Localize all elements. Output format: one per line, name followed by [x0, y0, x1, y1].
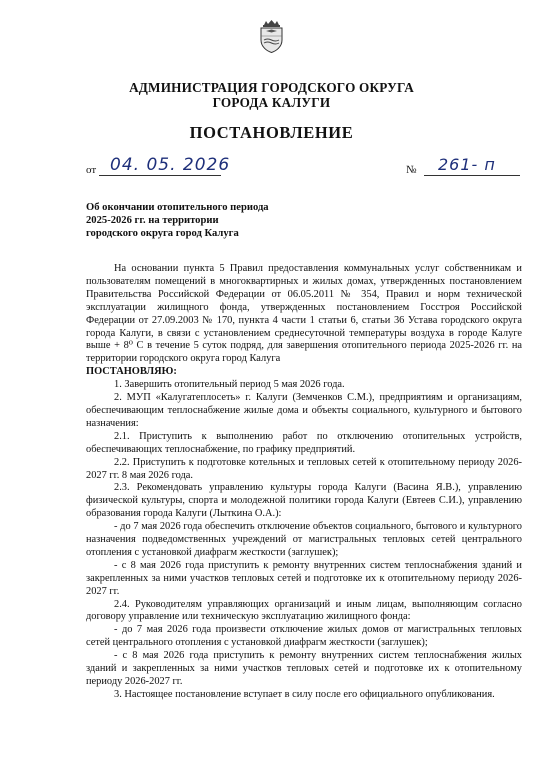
- body-paragraph: - с 8 мая 2026 года приступить к ремонту внутренних систем теплоснабжения жилых зданий и закрепленных за ними участков тепловых сетей и подготовке их к отопительному периоду 2026-2027 гг.: [86, 650, 522, 687]
- handwritten-date: 04. 05. 2026: [110, 155, 231, 175]
- body-paragraph: - до 7 мая 2026 года обеспечить отключение объектов социального, бытового и культурного назначения подведомственных учреждений от магистральных тепловых сетей центрального отопления с установкой диафрагм жесткости (заглушек);: [86, 521, 522, 558]
- org-name-line2: ГОРОДА КАЛУГИ: [212, 95, 331, 110]
- handwritten-number: 261- п: [438, 155, 496, 174]
- number-label: №: [406, 164, 417, 176]
- document-type-title: ПОСТАНОВЛЕНИЕ: [189, 123, 354, 142]
- body-paragraph: 2.1. Приступить к выполнению работ по отключению отопительных устройств, обеспечивающих теплоснабжение, по графику предприятий.: [86, 430, 522, 455]
- body-paragraph: 1. Завершить отопительный период 5 мая 2026 года.: [114, 379, 345, 391]
- org-name-line1: АДМИНИСТРАЦИЯ ГОРОДСКОГО ОКРУГА: [129, 80, 414, 95]
- body-paragraph: - до 7 мая 2026 года произвести отключение жилых домов от магистральных тепловых сетей центрального отопления с установкой диафрагм жесткости (заглушек);: [86, 624, 522, 649]
- number-underline: [424, 175, 520, 176]
- document-subject: [86, 201, 269, 240]
- subject-line: городского округа город Калуга: [86, 228, 239, 239]
- coat-of-arms-icon: [258, 20, 285, 53]
- body-paragraph: - с 8 мая 2026 года приступить к ремонту внутренних систем теплоснабжения зданий и закрепленных за ними участков тепловых сетей и подготовке их к отопительному периоду 2026-2027 гг.: [86, 559, 522, 597]
- body-paragraph: 2.2. Приступить к подготовке котельных и тепловых сетей к отопительному периоду 2026-2027 гг. 8 мая 2026 года.: [86, 456, 522, 481]
- intro-paragraph: На основании пункта 5 Правил предоставления коммунальных услуг собственникам и пользователям помещений в многоквартирных и жилых домах, утвержденных постановлением Правительства Российской Федерации от 06.05.2011 № 354, Правил и норм технической эксплуатации жилищного фонда, утвержденных постановлением Госстроя Российской Федерации от 27.09.2003 № 170, пункта 4 части 1 статьи 6, статьи 36 Устава городского округа города Калуги, в связи с установлением среднесуточной температуры воздуха в городе Калуге выше + 8⁰ С в течение 5 суток подряд, для завершения отопительного периода 2025-2026 гг. на территории городского округа город Калуга: [86, 263, 522, 365]
- body-paragraph: 2. МУП «Калугатеплосеть» г. Калуги (Земченков С.М.), предприятиям и организациям, обеспечивающим теплоснабжение жилые дома и объекты социального, культурного и бытового назначения:: [86, 392, 522, 429]
- document-body: [86, 263, 522, 702]
- date-label: от: [86, 164, 97, 176]
- body-paragraph: 3. Настоящее постановление вступает в силу после его официального опубликования.: [114, 688, 495, 700]
- body-paragraph: 2.4. Руководителям управляющих организаций и иным лицам, выполняющим согласно договору управление или техническую эксплуатацию жилищного фонда:: [86, 598, 522, 623]
- body-paragraph: 2.3. Рекомендовать управлению культуры города Калуги (Васина Я.В.), управлению физической культуры, спорта и молодежной политики города Калуги (Евтеев С.И.), управлению образования города Калуги (Лыткина О.А.):: [86, 482, 522, 520]
- subject-line: Об окончании отопительного периода: [86, 202, 269, 213]
- resolve-heading: ПОСТАНОВЛЯЮ:: [86, 366, 177, 378]
- subject-line: 2025-2026 гг. на территории: [86, 215, 219, 226]
- date-underline: [99, 175, 221, 176]
